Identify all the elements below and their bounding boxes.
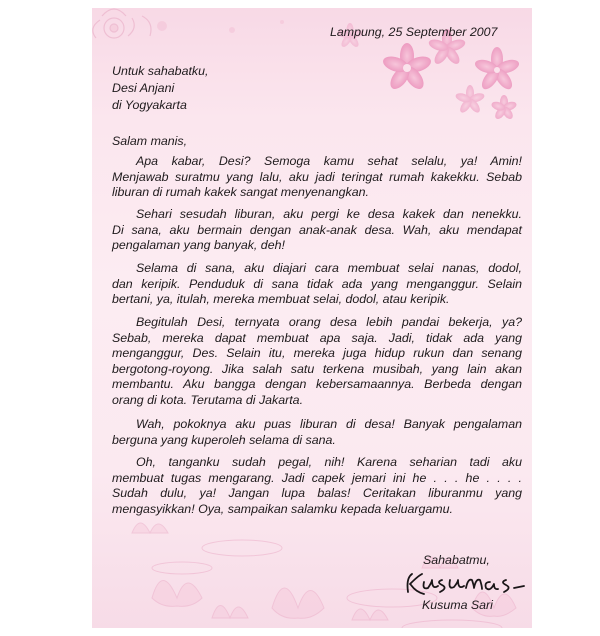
paragraph-line: Begitulah Desi, ternyata orang desa lebih pandai bekerja, ya? bbox=[136, 315, 522, 329]
paragraph-line: membuat tugas mengarang. Jadi capek jemari ini he . . . he . . . . bbox=[112, 470, 522, 485]
paragraph-line: orang di kota. Terutama di Jakarta. bbox=[112, 392, 304, 407]
paragraph-line: Menjawab suratmu yang lalu, aku jadi teringat rumah kakekku. Sebab bbox=[112, 169, 522, 184]
paragraph-line: Oh, tanganku sudah pegal, nih! Karena seharian tadi aku bbox=[136, 455, 522, 469]
paragraph-line: membantu. Aku bangga dengan kebersamaannya. Berbeda dengan bbox=[112, 377, 522, 392]
paragraph-5 bbox=[112, 417, 522, 448]
handwritten-signature bbox=[402, 568, 528, 600]
recipient-location: di Yogyakarta bbox=[112, 98, 187, 112]
greeting: Salam manis, bbox=[112, 134, 188, 148]
top-left-flower-icon bbox=[93, 9, 151, 38]
paragraph-line: Apa kabar, Desi? Semoga kamu sehat selalu, ya! Amin! bbox=[136, 154, 522, 168]
sender-name: Kusuma Sari bbox=[422, 598, 493, 612]
paragraph-line: Sehari sesudah liburan, aku pergi ke desa kakek dan nenekku. bbox=[136, 207, 522, 221]
paragraph-1 bbox=[112, 154, 522, 201]
paragraph-line: mengasyikkan! Oya, sampaikan salamku kepada keluargamu. bbox=[112, 501, 453, 516]
closing: Sahabatmu, bbox=[423, 553, 490, 567]
paragraph-line: bertani, ya, itulah, mereka membuat selai, dodol, atau keripik. bbox=[112, 292, 450, 307]
paragraph-line: berguna yang kuperoleh selama di sana. bbox=[112, 432, 336, 447]
paragraph-6 bbox=[112, 455, 522, 517]
paragraph-line: menganggur, Des. Selain itu, mereka juga hidup rukun dan senang bbox=[112, 346, 522, 361]
letter-date: Lampung, 25 September 2007 bbox=[330, 25, 498, 39]
paragraph-line: Selama di sana, aku diajari cara membuat selai nanas, dodol, bbox=[136, 261, 522, 275]
paragraph-2 bbox=[112, 207, 522, 254]
paragraph-4 bbox=[112, 315, 522, 409]
paragraph-line: Di sana, aku bermain dengan anak-anak desa. Wah, aku mendapat bbox=[112, 222, 522, 237]
paragraph-line: pengalaman yang banyak, deh! bbox=[112, 238, 285, 253]
letter-paper bbox=[92, 8, 532, 628]
paragraph-line: Sudah dulu, ya! Jangan lupa balas! Ceritakan liburanmu yang bbox=[112, 486, 522, 501]
recipient-line-1: Untuk sahabatku, bbox=[112, 64, 209, 78]
paragraph-line: bergotong-royong. Jika salah satu terkena musibah, yang lain akan bbox=[112, 361, 522, 376]
recipient-name: Desi Anjani bbox=[112, 81, 175, 95]
paragraph-line: Wah, pokoknya aku puas liburan di desa! Banyak pengalaman bbox=[136, 417, 522, 431]
paragraph-line: liburan di rumah kakek sangat menyenangkan. bbox=[112, 185, 369, 200]
paragraph-line: Sebab, mereka dapat membuat apa saja. Jadi, tidak ada yang bbox=[112, 330, 522, 345]
paragraph-line: dan keripik. Penduduk di sana tidak ada yang menganggur. Selain bbox=[112, 276, 522, 291]
paragraph-3 bbox=[112, 261, 522, 308]
